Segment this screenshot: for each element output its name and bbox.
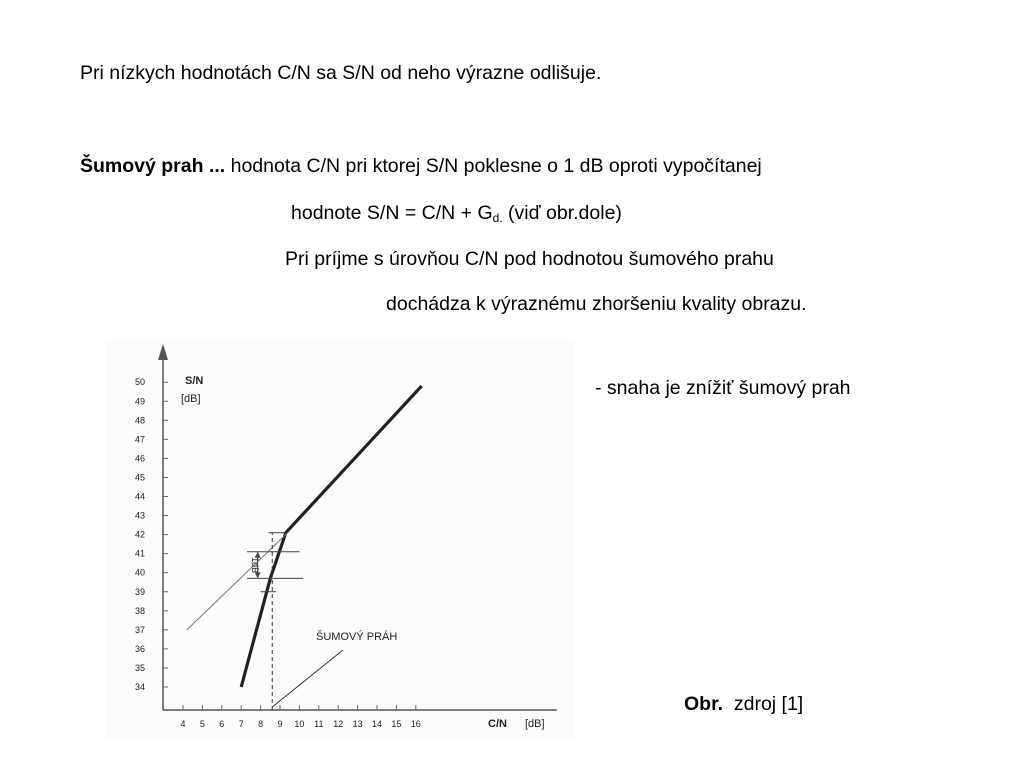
x-tick-label: 4 [180,719,186,729]
reception-sentence: Pri príjme s úrovňou C/N pod hodnotou šumového prahu [285,248,774,270]
y-axis-unit: [dB] [181,393,201,405]
x-axis-label: C/N [488,718,507,730]
y-tick-label: 38 [135,605,146,616]
chart-canvas [105,338,575,738]
x-tick-label: 7 [238,719,244,729]
x-tick-label: 13 [352,719,363,729]
x-tick-label: 8 [258,719,264,729]
x-tick-label: 14 [371,719,383,729]
y-tick-label: 36 [135,643,146,654]
x-tick-label: 15 [391,719,402,729]
caption-label: Obr. [684,693,724,715]
y-tick-label: 47 [135,434,146,445]
y-tick-label: 43 [135,510,146,521]
y-tick-label: 46 [135,453,146,464]
degradation-sentence: dochádza k výraznému zhoršeniu kvality obrazu. [386,293,807,315]
formula-subscript: d. [492,211,503,225]
x-tick-label: 5 [199,719,205,729]
definition-text: hodnota C/N pri ktorej S/N poklesne o 1 dB oproti vypočítanej [225,155,762,177]
sn-vs-cn-chart [105,338,575,738]
y-tick-label: 45 [135,472,146,483]
delta-label: 1dB [249,557,260,574]
x-tick-label: 16 [410,719,421,729]
formula-reference: (viď obr.dole) [502,202,622,224]
chart-background [105,338,575,738]
y-tick-label: 48 [135,415,146,426]
x-tick-label: 6 [219,719,225,729]
y-tick-label: 41 [135,548,146,559]
y-axis-label: S/N [185,375,204,387]
caption-source: zdroj [1] [733,693,804,715]
definition-line [80,155,762,178]
intro-sentence: Pri nízkych hodnotách C/N sa S/N od neho výrazne odlišuje. [80,62,602,84]
y-tick-label: 42 [135,529,146,540]
y-tick-label: 40 [135,567,146,578]
x-tick-label: 10 [294,719,305,729]
threshold-label: ŠUMOVÝ PRÁH [316,631,398,643]
term-title: Šumový prah ... [80,155,226,177]
y-tick-label: 50 [135,377,146,388]
y-tick-label: 35 [135,662,146,673]
x-axis-unit: [dB] [525,718,545,730]
goal-bullet: - snaha je znížiť šumový prah [595,377,851,399]
y-tick-label: 37 [135,624,146,635]
y-tick-label: 44 [135,491,146,502]
figure-caption [684,693,803,716]
y-tick-label: 34 [135,682,146,692]
y-tick-label: 49 [135,396,146,407]
x-tick-label: 9 [277,719,283,729]
formula-text: hodnote S/N = C/N + G [291,202,493,224]
x-tick-label: 12 [333,719,344,729]
formula-line [291,202,622,225]
x-tick-label: 11 [314,719,324,729]
y-tick-label: 39 [135,586,146,597]
